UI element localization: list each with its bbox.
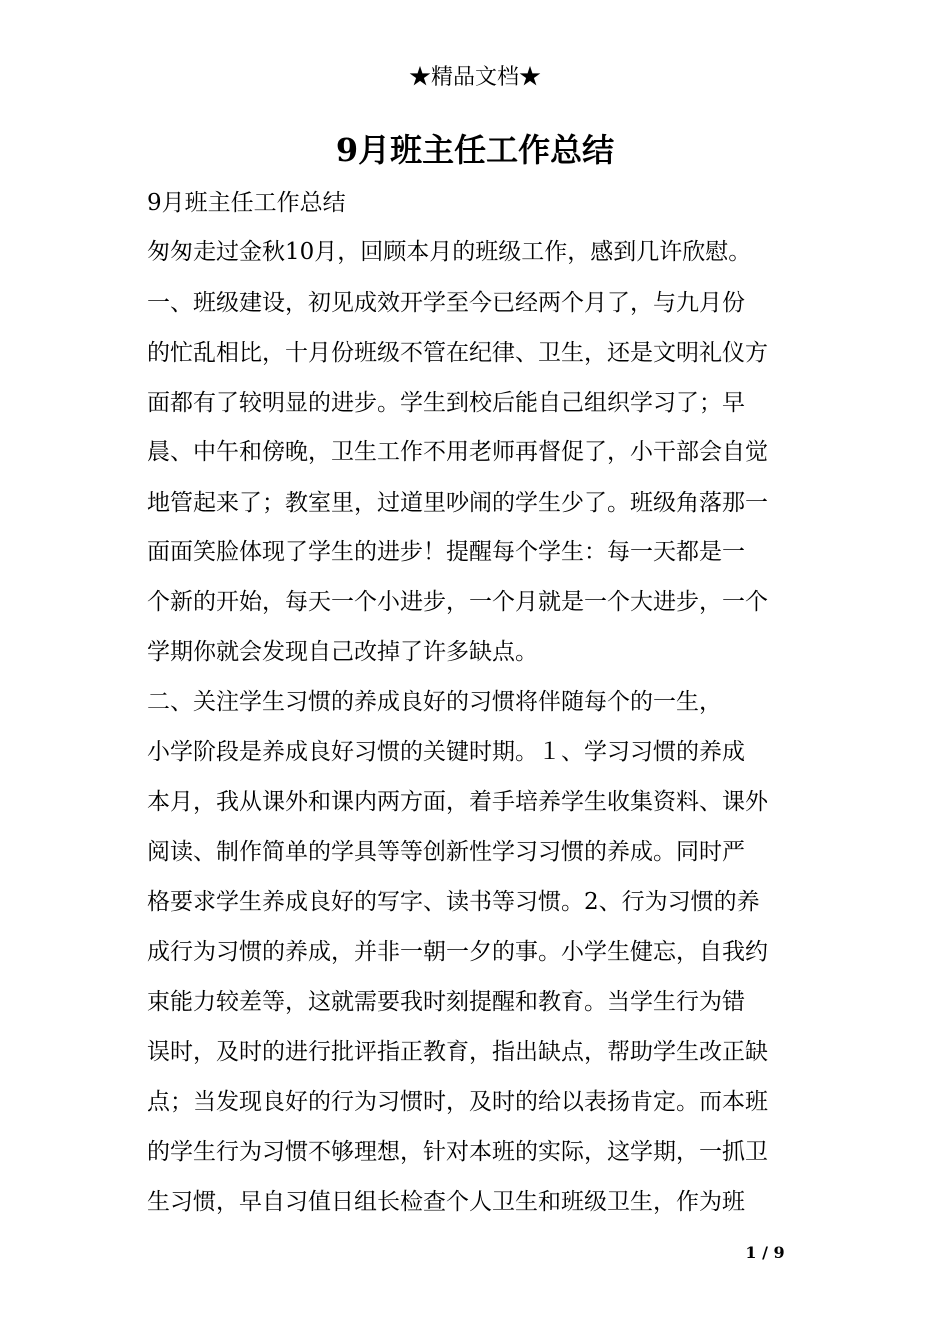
- document-title: 9月班主任工作总结: [335, 131, 615, 169]
- body-line: 晨、中午和傍晚，卫生工作不用老师再督促了，小干部会自觉: [147, 439, 768, 465]
- body-line: 阅读、制作简单的学具等等创新性学习习惯的养成。同时严: [147, 839, 745, 865]
- body-line: 地管起来了；教室里，过道里吵闹的学生少了。班级角落那一: [147, 490, 768, 516]
- body-line: 面都有了较明显的进步。学生到校后能自己组织学习了；早: [147, 390, 745, 416]
- body-line: 小学阶段是养成良好习惯的关键时期。１、学习习惯的养成: [147, 739, 745, 765]
- body-line: 格要求学生养成良好的写字、读书等习惯。2、行为习惯的养: [147, 889, 760, 915]
- body-line: 误时，及时的进行批评指正教育，指出缺点，帮助学生改正缺: [147, 1039, 768, 1065]
- body-line: 匆匆走过金秋10月，回顾本月的班级工作，感到几许欣慰。: [147, 239, 752, 265]
- page-number: 1 / 9: [745, 1243, 785, 1262]
- body-line: 成行为习惯的养成，并非一朝一夕的事。小学生健忘，自我约: [147, 939, 768, 965]
- body-line: 一、班级建设，初见成效开学至今已经两个月了，与九月份: [147, 290, 745, 316]
- body-line: 生习惯，早自习值日组长检查个人卫生和班级卫生，作为班: [147, 1189, 745, 1215]
- body-line: 的忙乱相比，十月份班级不管在纪律、卫生，还是文明礼仪方: [147, 340, 768, 366]
- body-line: 本月，我从课外和课内两方面，着手培养学生收集资料、课外: [147, 789, 768, 815]
- body-line: 二、关注学生习惯的养成良好的习惯将伴随每个的一生，: [147, 689, 722, 715]
- page-header: ★精品文档★: [408, 65, 541, 90]
- body-line: 9月班主任工作总结: [147, 190, 346, 216]
- body-line: 束能力较差等，这就需要我时刻提醒和教育。当学生行为错: [147, 989, 745, 1015]
- body-line: 的学生行为习惯不够理想，针对本班的实际，这学期，一抓卫: [147, 1139, 768, 1165]
- body-line: 个新的开始，每天一个小进步，一个月就是一个大进步，一个: [147, 589, 768, 615]
- body-line: 面面笑脸体现了学生的进步！提醒每个学生：每一天都是一: [147, 539, 745, 565]
- body-line: 学期你就会发现自己改掉了许多缺点。: [147, 639, 538, 665]
- body-line: 点；当发现良好的行为习惯时，及时的给以表扬肯定。而本班: [147, 1089, 768, 1115]
